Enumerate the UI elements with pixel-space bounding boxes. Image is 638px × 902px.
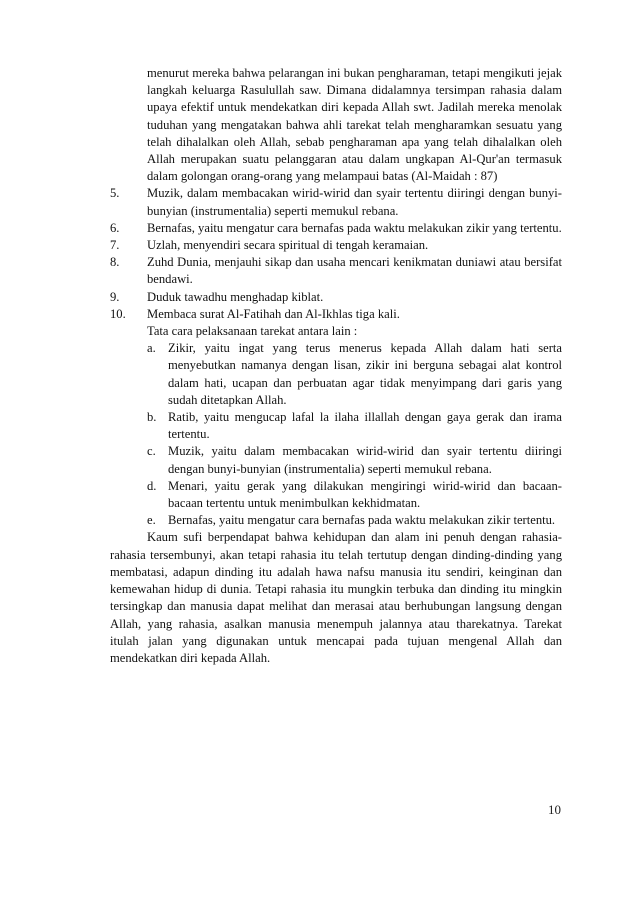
- list-item-8: [110, 254, 562, 288]
- list-number: 7.: [110, 238, 120, 253]
- list-number: 8.: [110, 255, 120, 270]
- list-number: 6.: [110, 220, 120, 235]
- list-item-7: [110, 237, 562, 254]
- list-item-5: [110, 185, 562, 219]
- sublist-letter: c.: [147, 444, 156, 459]
- list-text: Bernafas, yaitu mengatur cara bernafas pada waktu melakukan zikir yang tertentu.: [147, 220, 562, 235]
- list-item-9: [110, 289, 562, 306]
- list-text: Duduk tawadhu menghadap kiblat.: [147, 289, 324, 304]
- sublist-item-e: [110, 512, 562, 529]
- list-item-10: [110, 306, 562, 323]
- page-content: [110, 65, 562, 667]
- sublist-item-d: [110, 478, 562, 512]
- sublist-text: Muzik, yaitu dalam membacakan wirid-wirid dan syair tertentu diiringi dengan bunyi-bunyian (instrumentalia) seperti memukul rebana.: [168, 444, 562, 476]
- list-number: 10.: [110, 306, 126, 321]
- continuation-paragraph: menurut mereka bahwa pelarangan ini bukan pengharaman, tetapi mengikuti jejak langkah keluarga Rasulullah saw. Dimana didalamnya tersimpan rahasia dalam upaya efektif untuk mendekatkan diri kepada Allah swt. Jadilah mereka menolak tuduhan yang mengatakan bahwa ahli tarekat telah mengharamkan sesuatu yang telah dihalalkan oleh Allah, sebab pengharaman apa yang telah dihalalkan oleh Allah merupakan suatu pelanggaran atau dalam ungkapan Al-Qur'an termasuk dalam golongan orang-orang yang melampaui batas (Al-Maidah : 87): [147, 66, 562, 184]
- sublist-letter: d.: [147, 478, 157, 493]
- sublist-item-a: [110, 340, 562, 409]
- list-text: Zuhd Dunia, menjauhi sikap dan usaha mencari kenikmatan duniawi atau bersifat bendawi.: [147, 255, 562, 287]
- list-number: 9.: [110, 289, 120, 304]
- sublist-letter: e.: [147, 513, 156, 528]
- sublist-item-b: [110, 409, 562, 443]
- sublist-item-c: [110, 443, 562, 477]
- list-number: 5.: [110, 186, 120, 201]
- page-number: 10: [548, 802, 561, 817]
- sublist-letter: b.: [147, 410, 157, 425]
- sublist-text: Menari, yaitu gerak yang dilakukan mengiringi wirid-wirid dan bacaan-bacaan tertentu untuk menimbulkan kekhidmatan.: [168, 478, 562, 511]
- list-item-6: [110, 220, 562, 237]
- subsection-intro: Tata cara pelaksanaan tarekat antara lain :: [147, 324, 358, 339]
- sublist-letter: a.: [147, 341, 156, 356]
- list-text: Uzlah, menyendiri secara spiritual di tengah keramaian.: [147, 238, 429, 253]
- list-text: Membaca surat Al-Fatihah dan Al-Ikhlas tiga kali.: [147, 306, 400, 321]
- sublist-text: Zikir, yaitu ingat yang terus menerus kepada Allah dalam hati serta menyebutkan namanya dengan lisan, zikir ini berguna sebagai alat kontrol dalam hati, ucapan dan perbuatan agar tidak menyimpang dari garis yang sudah ditetapkan Allah.: [168, 341, 562, 407]
- list-text: Muzik, dalam membacakan wirid-wirid dan syair tertentu diiringi dengan bunyi-bunyian (instrumentalia) seperti memukul rebana.: [147, 186, 562, 218]
- sublist-text: Bernafas, yaitu mengatur cara bernafas pada waktu melakukan zikir tertentu.: [168, 513, 556, 528]
- body-paragraph: Kaum sufi berpendapat bahwa kehidupan dan alam ini penuh dengan rahasia-rahasia tersembunyi, akan tetapi rahasia itu telah tertutup dengan dinding-dinding yang membatasi, adapun dinding itu adalah hawa nafsu manusia itu sendiri, keinginan dan kemewahan hidup di dunia. Tetapi rahasia itu mungkin terbuka dan dinding itu mingkin tersingkap dan manusia dapat melihat dan merasai atau berhubungan langsung dengan Allah, yang rahasia, asalkan manusia menempuh jalannya atau tharekatnya. Tarekat itulah jalan yang digunakan untuk mencapai pada tujuan mengenal Allah dan mendekatkan diri kepada Allah.: [110, 530, 562, 665]
- sublist-text: Ratib, yaitu mengucap lafal la ilaha illallah dengan gaya gerak dan irama tertentu.: [168, 410, 562, 442]
